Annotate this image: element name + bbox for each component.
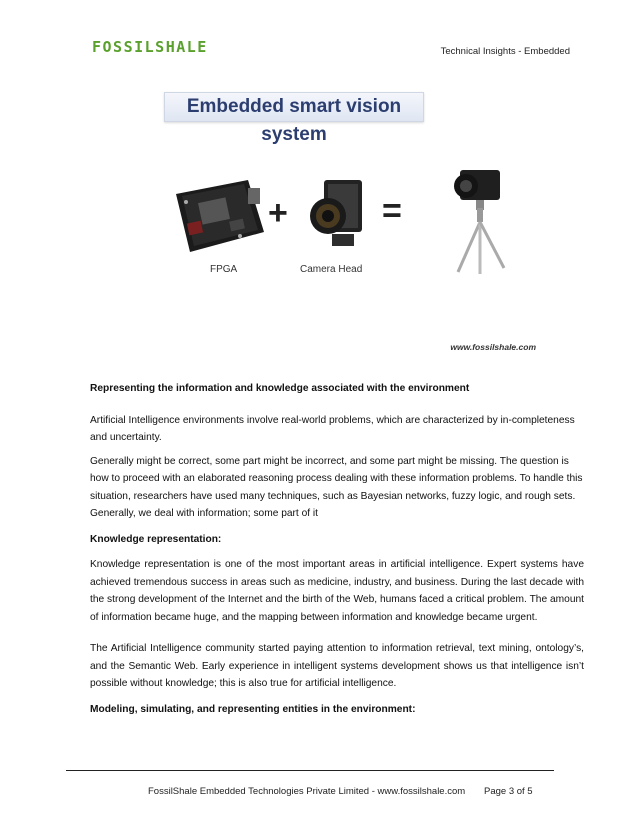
footer-company: FossilShale Embedded Technologies Private Limited - www.fossilshale.com [148,786,466,797]
section-heading: Representing the information and knowledge associated with the environment [90,383,470,394]
paragraph: The Artificial Intelligence community started paying attention to information retrieval, text mining, ontology’s, and the Semantic Web. Early experience in intelligent systems development shows us that intelligence isn’t possible without knowledge; this is also true for artificial intelligence. [90,643,584,689]
footer-divider [66,770,554,771]
plus-sign: + [268,194,288,232]
section-heading: Modeling, simulating, and representing entities in the environment: [90,703,416,715]
paragraph: Generally might be correct, some part might be incorrect, and some part might be missing. The question is how to proceed with an elaborated reasoning process dealing with these information problems. To handle this situation, researchers have used many techniques, such as Bayesian networks, fuzzy logic, and rough sets. Generally, we deal with information; some part of it [90,455,583,519]
fpga-board-image [170,174,270,258]
figure-website-watermark: www.fossilshale.com [450,342,536,352]
fpga-label: FPGA [210,264,238,275]
paragraph: Artificial Intelligence environments involve real-world problems, which are characterized by in-completeness and uncertainty. [90,414,575,443]
page-number: Page 3 of 5 [484,786,533,797]
camera-head-image [306,176,372,252]
paragraph: Knowledge representation is one of the most important areas in artificial intelligence. Expert systems have achieved tremendous success in areas such as medicine, industry, and business. During the last decade with the strong development of the Internet and the birth of the Web, humans faced a critical problem. The amount of information became huge, and the mapping between information and knowledge became urgent. [90,559,584,623]
tripod-camera-image [446,164,516,276]
camera-head-label: Camera Head [300,264,363,275]
figure-title: Embedded smart vision system [164,92,424,122]
vision-system-figure [150,88,542,360]
equals-sign: = [382,192,402,230]
section-heading: Knowledge representation: [90,533,222,545]
company-logo: FOSSILSHALE [92,38,208,56]
article-body [90,380,584,718]
header-section-title: Technical Insights - Embedded [440,46,570,57]
